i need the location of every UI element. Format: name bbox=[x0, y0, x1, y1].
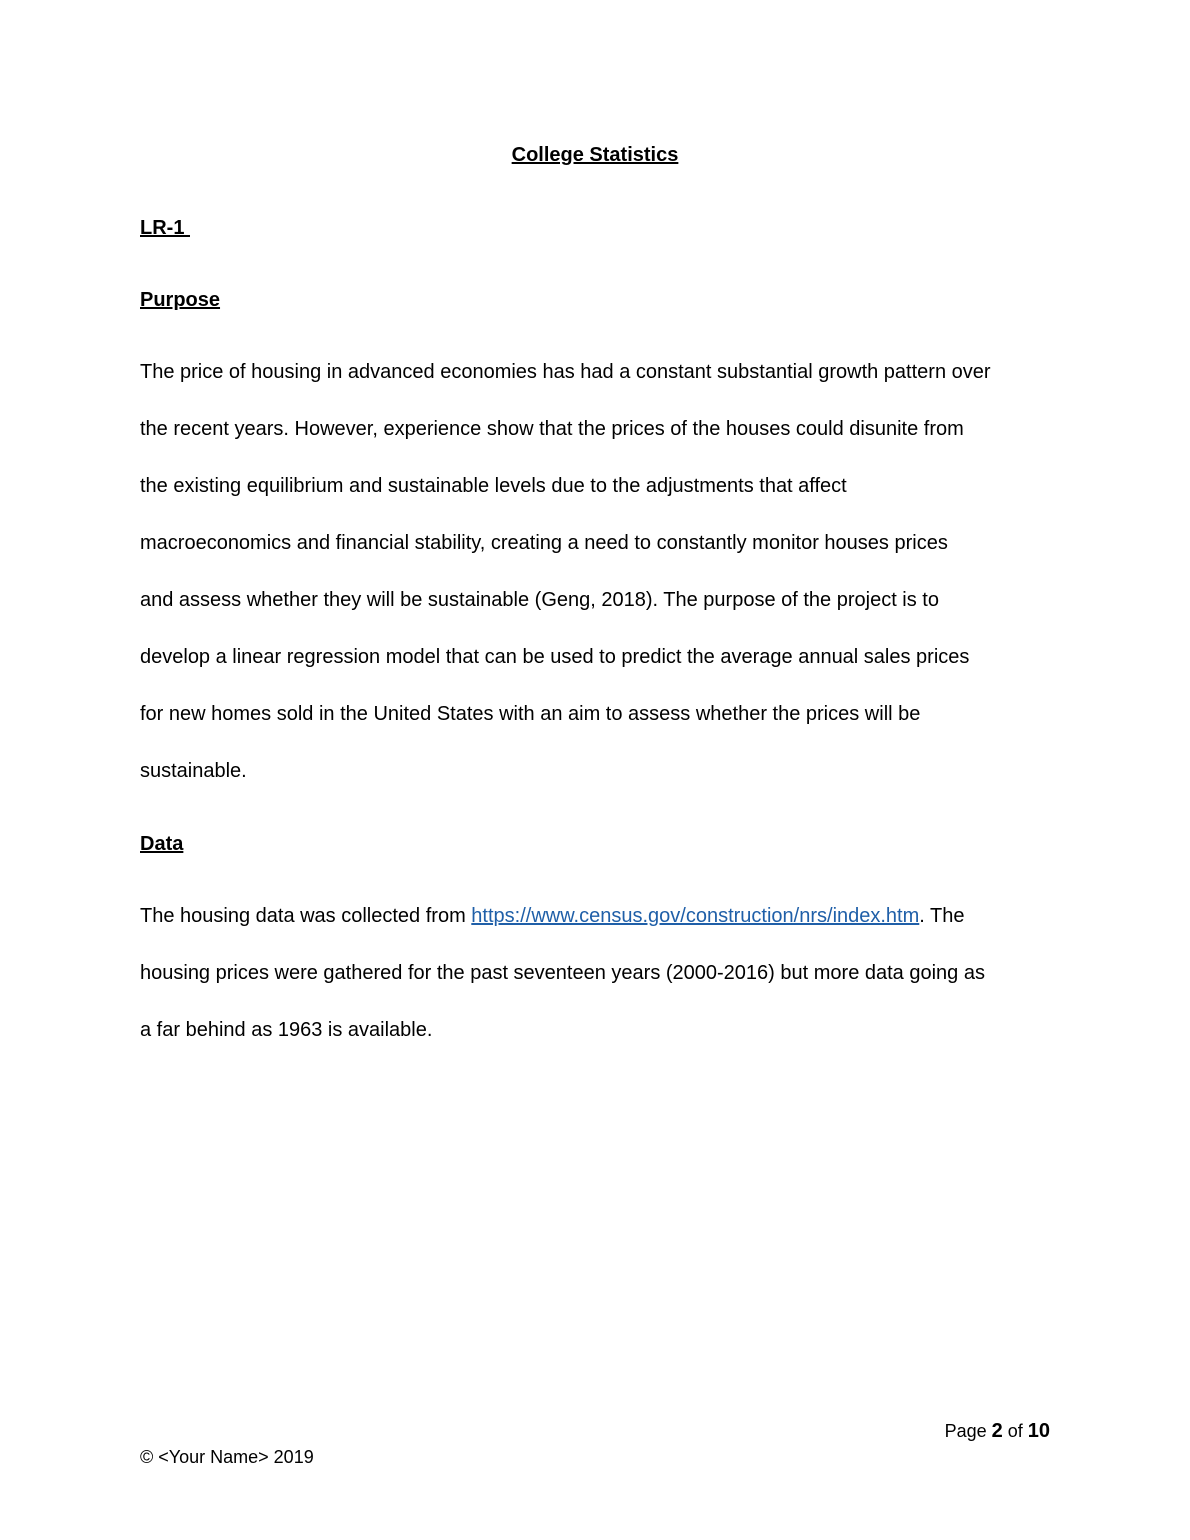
document-title: College Statistics bbox=[511, 144, 679, 166]
page-current: 2 bbox=[991, 1420, 1003, 1442]
page-of: of bbox=[1002, 1421, 1028, 1441]
paragraph-line: the existing equilibrium and sustainable levels due to the adjustments that affect bbox=[140, 475, 847, 497]
paragraph-line: for new homes sold in the United States with an aim to assess whether the prices will be bbox=[140, 703, 921, 725]
purpose-paragraph bbox=[140, 344, 1060, 800]
heading-purpose: Purpose bbox=[140, 289, 221, 311]
copyright-footer: © <Your Name> 2019 bbox=[140, 1447, 314, 1467]
heading-lr1: LR-1 bbox=[140, 217, 190, 239]
paragraph-line: the recent years. However, experience show that the prices of the houses could disunite from bbox=[140, 418, 964, 440]
page-total: 10 bbox=[1027, 1420, 1050, 1442]
census-link[interactable]: https://www.census.gov/construction/nrs/index.htm bbox=[471, 905, 920, 927]
data-paragraph bbox=[140, 888, 1060, 1059]
heading-data: Data bbox=[140, 833, 184, 855]
paragraph-line: The price of housing in advanced economies has had a constant substantial growth pattern over bbox=[140, 361, 991, 383]
page-number bbox=[945, 1418, 1050, 1444]
paragraph-line: a far behind as 1963 is available. bbox=[140, 1019, 433, 1041]
paragraph-line: housing prices were gathered for the past seventeen years (2000-2016) but more data going as bbox=[140, 962, 985, 984]
paragraph-line bbox=[140, 888, 1060, 945]
page-label: Page bbox=[944, 1421, 992, 1441]
paragraph-line: and assess whether they will be sustainable (Geng, 2018). The purpose of the project is to bbox=[140, 589, 939, 611]
paragraph-line: develop a linear regression model that can be used to predict the average annual sales prices bbox=[140, 646, 970, 668]
paragraph-line: sustainable. bbox=[140, 760, 247, 782]
data-line-suffix: . The bbox=[919, 905, 965, 927]
paragraph-line: macroeconomics and financial stability, creating a need to constantly monitor houses prices bbox=[140, 532, 948, 554]
data-line-prefix: The housing data was collected from bbox=[140, 905, 472, 927]
